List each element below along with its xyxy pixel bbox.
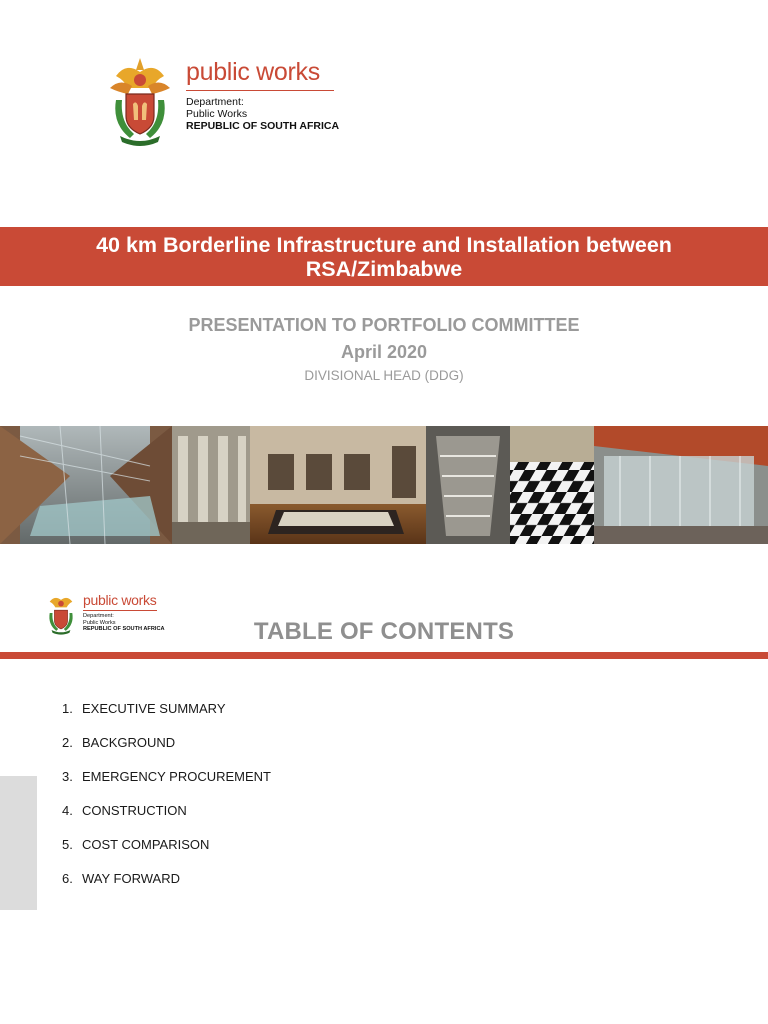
department-logo [106,54,346,146]
stairwell-photo [426,426,510,544]
toc-item-label: WAY FORWARD [82,871,180,886]
side-tab [0,776,37,910]
country-name: REPUBLIC OF SOUTH AFRICA [186,120,340,132]
courtyard-photo [250,426,426,544]
presentation-heading: PRESENTATION TO PORTFOLIO COMMITTEE [188,315,580,335]
brand-divider [83,610,157,611]
toc-item [62,870,271,904]
toc-item [62,768,271,802]
title-line-1: 40 km Borderline Infrastructure and Installation between [96,233,672,257]
toc-item-label: EMERGENCY PROCUREMENT [82,769,272,784]
glass-atrium-photo [594,426,768,544]
toc-item-label: COST COMPARISON [82,837,210,852]
brand-divider [186,90,334,91]
department-name: Public Works [83,619,116,626]
toc-item [62,700,271,734]
coat-of-arms-icon [106,54,174,146]
toc-item-label: EXECUTIVE SUMMARY [82,701,226,716]
toc-item-number: 5. [62,837,73,852]
toc-title: TABLE OF CONTENTS [253,618,515,645]
toc-list [62,700,271,904]
building-photo-strip [0,426,768,544]
toc-item-label: BACKGROUND [82,735,176,750]
presenter-label: DIVISIONAL HEAD (DDG) [304,368,464,383]
brand-name: public works [83,592,157,608]
toc-divider-bar [0,652,768,659]
toc-item [62,836,271,870]
toc-item-number: 6. [62,871,73,886]
document-title [24,233,744,281]
title-banner [0,227,768,286]
toc-item-number: 3. [62,769,73,784]
toc-item [62,734,271,768]
department-name: Public Works [186,108,248,120]
gallery-photo [172,426,250,544]
brand-name: public works [186,58,320,86]
toc-item-number: 1. [62,701,73,716]
department-label: Department: [83,613,114,619]
department-label: Department: [186,96,244,108]
toc-item-label: CONSTRUCTION [82,803,187,818]
toc-item [62,802,271,836]
country-name: REPUBLIC OF SOUTH AFRICA [83,626,165,632]
atrium-photo [0,426,172,544]
title-line-2: RSA/Zimbabwe [305,257,463,281]
toc-item-number: 2. [62,735,73,750]
toc-item-number: 4. [62,803,73,818]
presentation-date: April 2020 [340,342,428,362]
checkered-floor-photo [510,426,594,544]
